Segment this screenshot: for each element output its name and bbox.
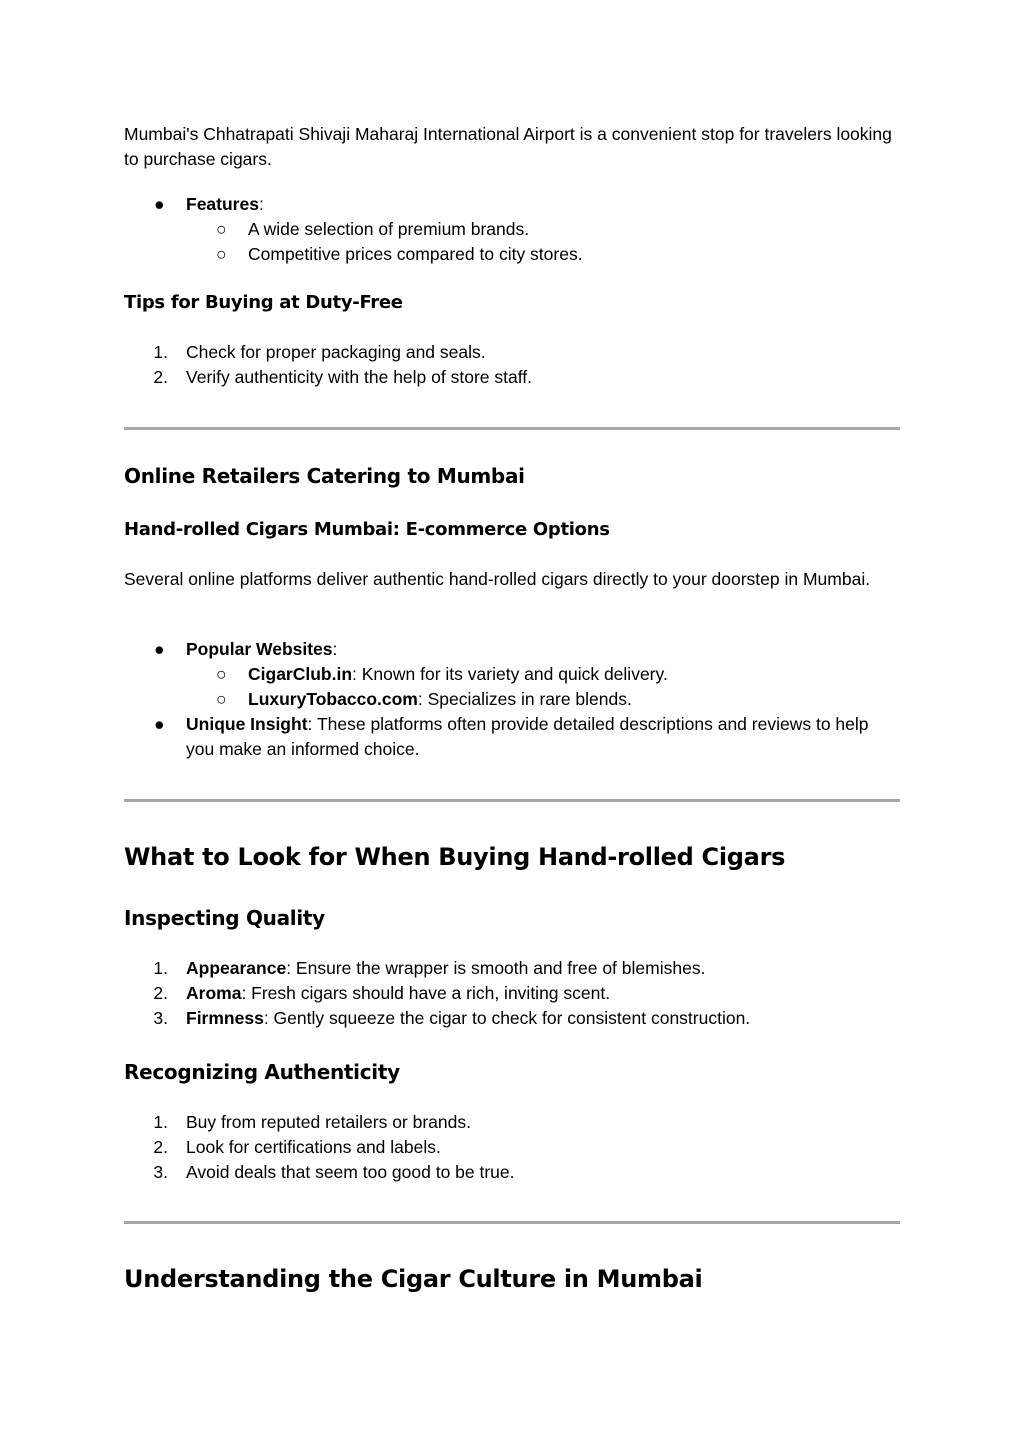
section-divider (124, 799, 900, 802)
tips-list (124, 340, 900, 390)
list-item: 2. Look for certifications and labels. (153, 1137, 441, 1157)
online-heading: Online Retailers Catering to Mumbai (124, 464, 525, 488)
circle-marker: ○ (216, 219, 227, 239)
section-divider (124, 1221, 900, 1224)
list-item: ○ LuxuryTobacco.com: Specializes in rare blends. (124, 687, 900, 712)
list-item: 2. Aroma: Fresh cigars should have a rich, inviting scent. (153, 983, 611, 1003)
features-label: Features (186, 194, 259, 214)
site-name: LuxuryTobacco.com (248, 689, 418, 709)
online-paragraph: Several online platforms deliver authentic hand-rolled cigars directly to your doorstep in Mumbai. (124, 569, 871, 589)
features-list (124, 192, 900, 267)
circle-marker: ○ (216, 689, 227, 709)
online-list (124, 637, 900, 762)
list-item: ● Features: (124, 192, 900, 217)
list-item: 1. Buy from reputed retailers or brands. (153, 1112, 471, 1132)
list-item: ● Unique Insight: These platforms often provide detailed descriptions and reviews to help you make an informed choice. (154, 714, 869, 759)
list-item: ○ A wide selection of premium brands. (124, 217, 900, 242)
intro-paragraph: Mumbai's Chhatrapati Shivaji Maharaj International Airport is a convenient stop for travelers looking to purchase cigars. (124, 124, 892, 169)
bullet-marker: ● (154, 639, 165, 659)
list-item: 2. Verify authenticity with the help of store staff. (153, 367, 532, 387)
list-item: 3. Firmness: Gently squeeze the cigar to check for consistent construction. (153, 1008, 751, 1028)
list-item: 1. Appearance: Ensure the wrapper is smooth and free of blemishes. (153, 958, 706, 978)
circle-marker: ○ (216, 244, 227, 264)
list-item: ○ CigarClub.in: Known for its variety and quick delivery. (124, 662, 900, 687)
quality-heading: Inspecting Quality (124, 906, 325, 930)
bullet-marker: ● (154, 714, 165, 734)
tips-heading: Tips for Buying at Duty-Free (124, 292, 403, 313)
bullet-marker: ● (154, 194, 165, 214)
list-item: ○ Competitive prices compared to city stores. (124, 242, 900, 267)
quality-list (124, 956, 900, 1031)
site-name: CigarClub.in (248, 664, 353, 684)
culture-heading: Understanding the Cigar Culture in Mumbai (124, 1265, 703, 1293)
buying-heading: What to Look for When Buying Hand-rolled Cigars (124, 843, 786, 871)
circle-marker: ○ (216, 664, 227, 684)
list-item: ● Popular Websites: (124, 637, 900, 662)
ecommerce-subheading: Hand-rolled Cigars Mumbai: E-commerce Options (124, 519, 610, 540)
authenticity-heading: Recognizing Authenticity (124, 1060, 400, 1084)
list-item: 1. Check for proper packaging and seals. (153, 342, 486, 362)
authenticity-list (124, 1110, 900, 1185)
section-divider (124, 427, 900, 430)
list-item: 3. Avoid deals that seem too good to be true. (153, 1162, 515, 1182)
